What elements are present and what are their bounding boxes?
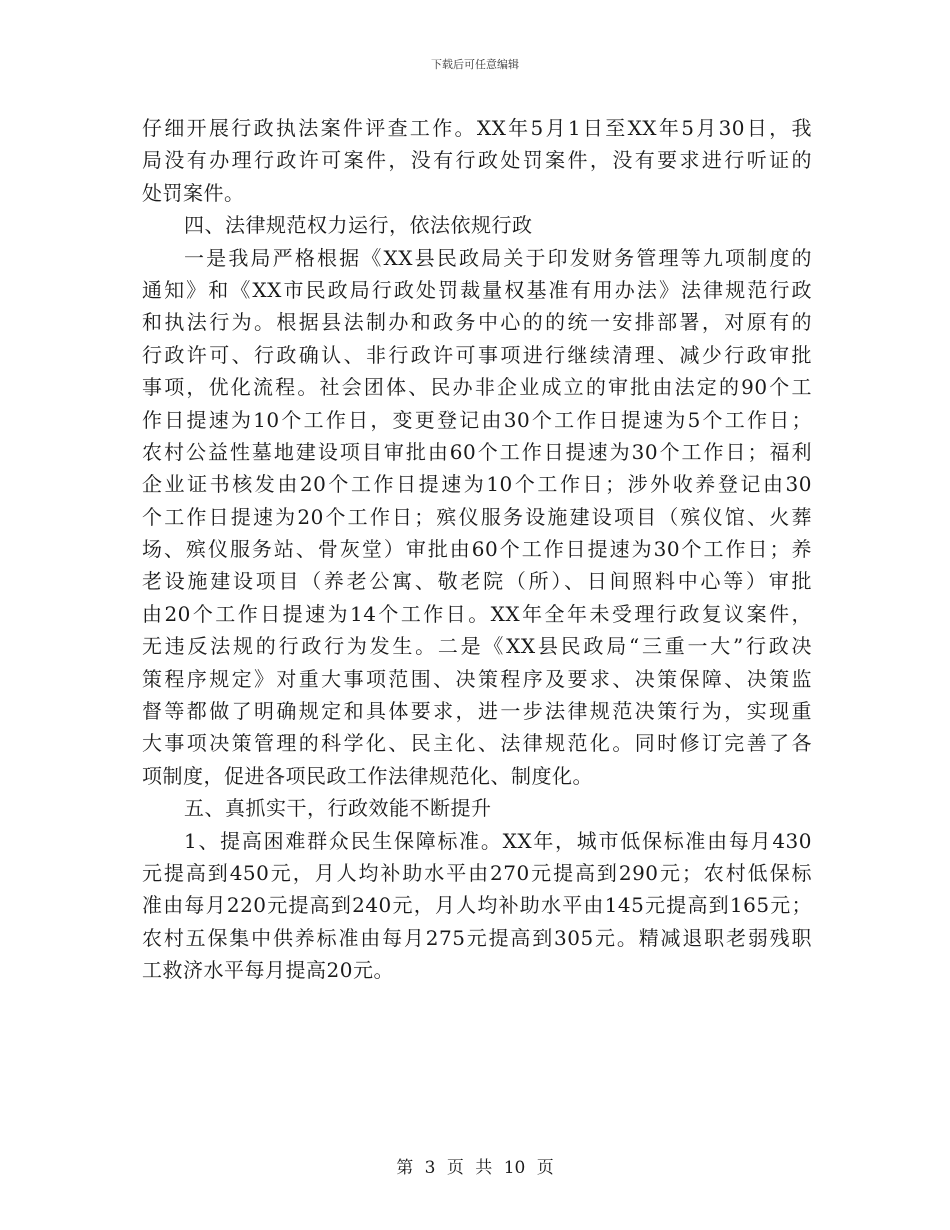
body-text-line: 局没有办理行政许可案件，没有行政处罚案件，没有要求进行听证的 (142, 148, 812, 173)
body-text-line: 督等都做了明确规定和具体要求，进一步法律规范决策行为，实现重 (142, 699, 812, 724)
page-header-note: 下载后可任意编辑 (431, 58, 519, 71)
body-text-line: 由20个工作日提速为14个工作日。XX年全年未受理行政复议案件， (142, 601, 812, 626)
body-text-line: 和执法行为。根据县法制办和政务中心的的统一安排部署，对原有的 (142, 310, 812, 335)
body-text-line: 处罚案件。 (142, 180, 245, 205)
body-text-line: 准由每月220元提高到240元，月人均补助水平由145元提高到165元； (142, 893, 812, 918)
body-text-line: 个工作日提速为20个工作日；殡仪服务设施建设项目（殡仪馆、火葬 (142, 504, 812, 529)
body-text-line: 策程序规定》对重大事项范围、决策程序及要求、决策保障、决策监 (142, 666, 812, 691)
body-text-line: 仔细开展行政执法案件评查工作。XX年5月1日至XX年5月30日，我 (142, 116, 812, 140)
body-text-line: 四、法律规范权力运行，依法依规行政 (184, 213, 533, 238)
body-text-line: 场、殡仪服务站、骨灰堂）审批由60个工作日提速为30个工作日；养 (142, 537, 812, 562)
body-text-line: 通知》和《XX市民政局行政处罚裁量权基准有用办法》法律规范行政 (142, 277, 812, 302)
document-body (142, 112, 812, 987)
body-text-line: 无违反法规的行政行为发生。二是《XX县民政局“三重一大”行政决 (142, 634, 812, 659)
body-text-line: 作日提速为10个工作日，变更登记由30个工作日提速为5个工作日； (142, 407, 812, 432)
body-text-line: 1、提高困难群众民生保障标准。XX年，城市低保标准由每月430 (184, 828, 812, 853)
page-number-footer: 第 3 页 共 10 页 (396, 1158, 554, 1178)
body-text-line: 项制度，促进各项民政工作法律规范化、制度化。 (142, 763, 593, 788)
body-text-line: 大事项决策管理的科学化、民主化、法律规范化。同时修订完善了各 (142, 731, 812, 756)
body-text-line: 五、真抓实干，行政效能不断提升 (184, 796, 492, 821)
body-text-line: 企业证书核发由20个工作日提速为10个工作日；涉外收养登记由30 (142, 472, 812, 497)
body-text-line: 元提高到450元，月人均补助水平由270元提高到290元；农村低保标 (142, 860, 812, 885)
body-text-line: 农村公益性墓地建设项目审批由60个工作日提速为30个工作日；福利 (142, 439, 812, 464)
body-text-line: 农村五保集中供养标准由每月275元提高到305元。精减退职老弱残职 (142, 925, 812, 950)
body-text-line: 一是我局严格根据《XX县民政局关于印发财务管理等九项制度的 (184, 245, 812, 270)
body-text-line: 行政许可、行政确认、非行政许可事项进行继续清理、减少行政审批 (142, 342, 812, 367)
body-text-line: 事项，优化流程。社会团体、民办非企业成立的审批由法定的90个工 (142, 375, 812, 400)
body-text-line: 工救济水平每月提高20元。 (142, 958, 394, 983)
body-text-line: 老设施建设项目（养老公寓、敬老院（所）、日间照料中心等）审批 (142, 569, 812, 594)
